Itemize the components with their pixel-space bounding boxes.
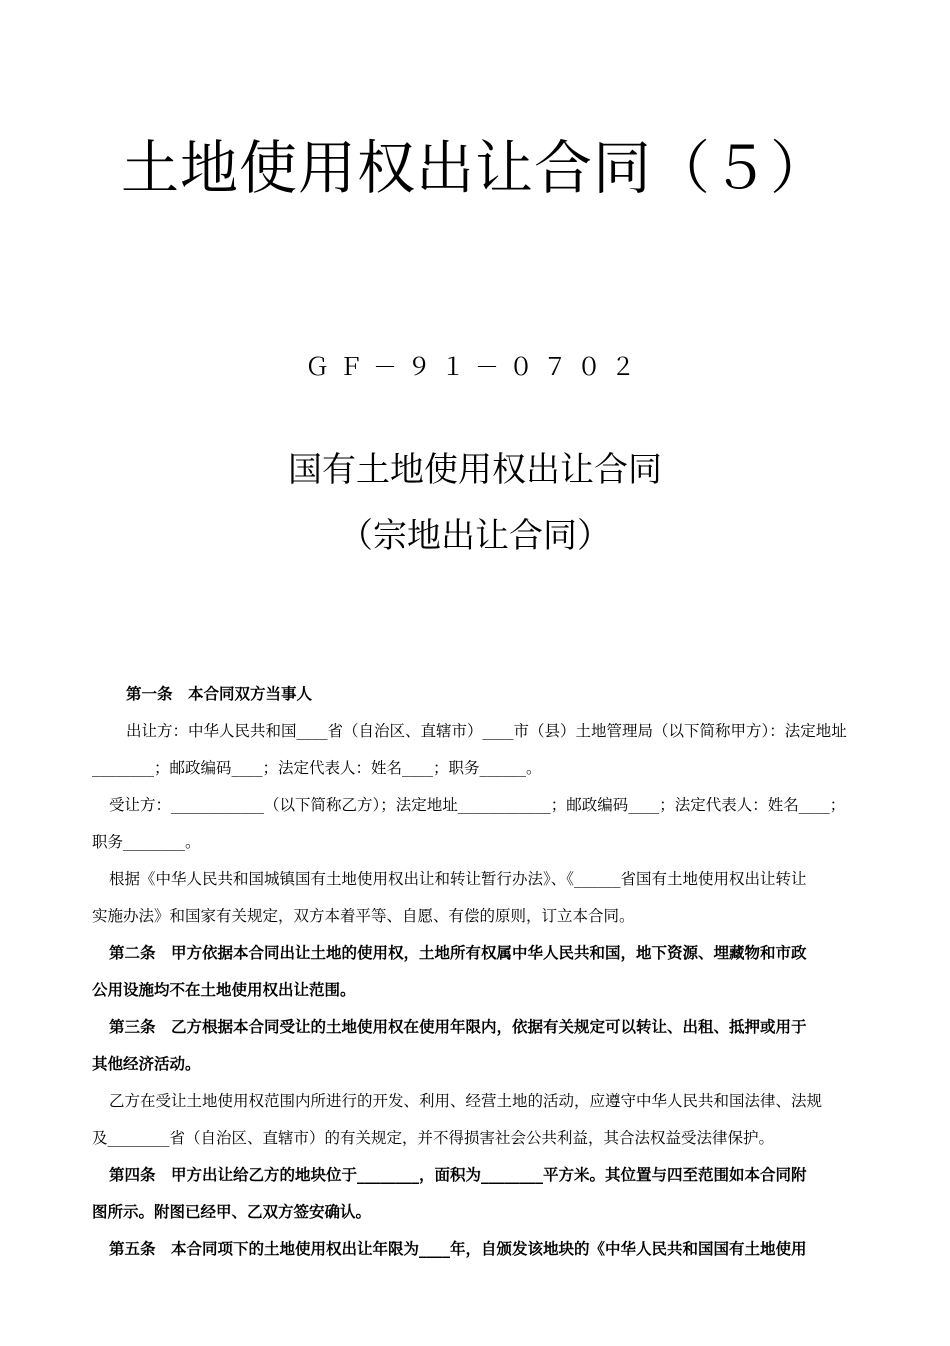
clause-3-line-3: 乙方在受让土地使用权范围内所进行的开发、利用、经营土地的活动，应遵守中华人民共和国法律、法规 xyxy=(109,1092,823,1110)
clause-2-line-2: 公用设施均不在土地使用权出让范围。 xyxy=(92,980,356,999)
document-main-title: 土地使用权出让合同（５） xyxy=(120,134,829,202)
clause-3-line-2: 其他经济活动。 xyxy=(92,1054,201,1073)
clause-2-line-1: 第二条 甲方依据本合同出让土地的使用权，土地所有权属中华人民共和国，地下资源、埋藏物和市政 xyxy=(109,943,807,962)
clause-1-line-2: ________；邮政编码____；法定代表人：姓名____；职务______。 xyxy=(92,759,542,777)
clause-1-line-3: 受让方：____________（以下简称乙方）；法定地址____________；邮政编码____；法定代表人：姓名____； xyxy=(109,796,846,814)
clause-4-line-2: 图所示。附图已经甲、乙双方签安确认。 xyxy=(92,1202,372,1221)
clause-3-line-4: 及________省（自治区、直辖市）的有关规定，并不得损害社会公共利益，其合法权益受法律保护。 xyxy=(92,1129,775,1147)
clause-4-line-1: 第四条 甲方出让给乙方的地块位于________，面积为________平方米。其位置与四至范围如本合同附 xyxy=(109,1165,807,1184)
clause-5-line-1: 第五条 本合同项下的土地使用权出让年限为____年，自颁发该地块的《中华人民共和国国有土地使用 xyxy=(109,1239,807,1258)
contract-code: ＧＦ－９１－０７０２ xyxy=(305,353,645,381)
clause-1-line-5: 根据《中华人民共和国城镇国有土地使用权出让和转让暂行办法》、《______省国有土地使用权出让转让 xyxy=(109,870,807,888)
contract-body xyxy=(92,680,862,1272)
clause-3-line-1: 第三条 乙方根据本合同受让的土地使用权在使用年限内，依据有关规定可以转让、出租、抵押或用于 xyxy=(109,1017,807,1036)
contract-subtitle-secondary: （宗地出让合同） xyxy=(339,516,611,556)
clause-1-line-1: 出让方：中华人民共和国____省（自治区、直辖市）____市（县）土地管理局（以下简称甲方）：法定地址 xyxy=(126,722,847,740)
clause-1-heading: 第一条 本合同双方当事人 xyxy=(126,684,313,703)
clause-1-line-4: 职务________。 xyxy=(92,833,201,851)
clause-1-line-6: 实施办法》和国家有关规定，双方本着平等、自愿、有偿的原则，订立本合同。 xyxy=(92,907,635,925)
contract-subtitle: 国有土地使用权出让合同 xyxy=(288,450,662,490)
